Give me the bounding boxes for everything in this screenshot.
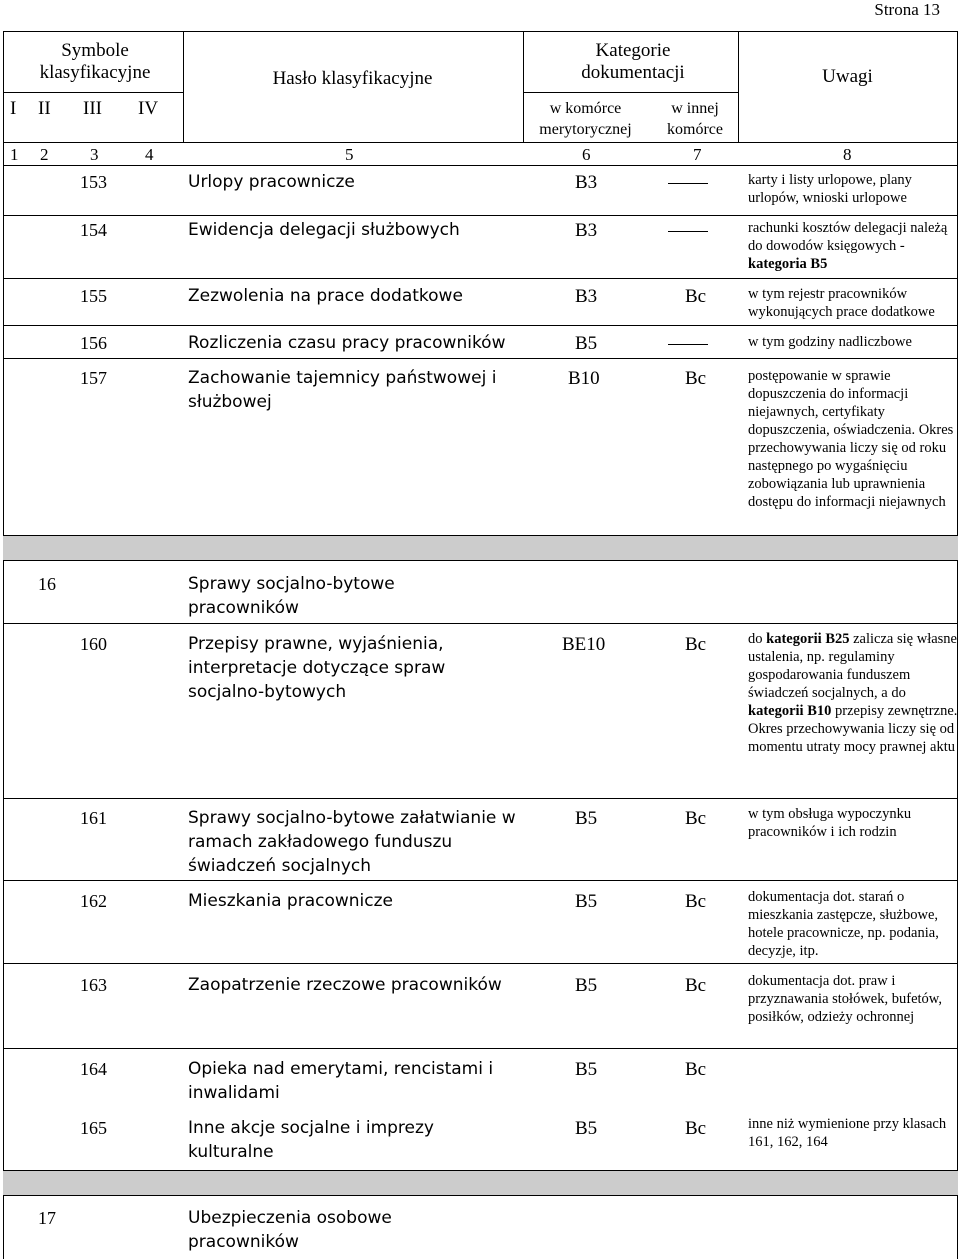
row-remarks: w tym godziny nadliczbowe bbox=[748, 334, 912, 350]
section-title: Sprawy socjalno-bytowe pracowników bbox=[188, 574, 395, 618]
section-code: 17 bbox=[38, 1208, 56, 1228]
row-title: Zachowanie tajemnicy państwowej i służbowej bbox=[188, 368, 497, 412]
row-code: 164 bbox=[80, 1059, 107, 1079]
row-cat-main: B5 bbox=[575, 333, 598, 354]
column-divider bbox=[738, 31, 739, 142]
row-title: Zezwolenia na prace dodatkowe bbox=[188, 286, 463, 306]
row-cat-main: B3 bbox=[575, 172, 598, 193]
page-number: Strona 13 bbox=[874, 0, 940, 19]
header-level-1: I bbox=[10, 98, 17, 119]
row-cat-main: B10 bbox=[568, 368, 600, 389]
col-number-6: 6 bbox=[582, 145, 591, 164]
row-divider bbox=[3, 1048, 958, 1049]
row-cat-other: Bc bbox=[685, 891, 707, 912]
row-divider bbox=[3, 278, 958, 279]
header-remarks: Uwagi bbox=[822, 66, 873, 87]
header-level-3: III bbox=[83, 98, 102, 119]
row-title: Zaopatrzenie rzeczowe pracowników bbox=[188, 975, 502, 995]
header-cat-other: w innej komórce bbox=[667, 100, 723, 138]
row-code: 163 bbox=[80, 975, 107, 995]
row-title: Inne akcje socjalne i imprezy kulturalne bbox=[188, 1118, 434, 1162]
header-symbols: Symbole klasyfikacyjne bbox=[39, 40, 151, 83]
row-title: Ewidencja delegacji służbowych bbox=[188, 220, 460, 240]
row-cat-main: B5 bbox=[575, 808, 598, 829]
row-remarks: inne niż wymienione przy klasach 161, 162, 164 bbox=[748, 1116, 947, 1150]
row-cat-main: B5 bbox=[575, 1118, 598, 1139]
row-cat-other: Bc bbox=[685, 1118, 707, 1139]
row-code: 155 bbox=[80, 286, 107, 306]
row-remarks: w tym obsługa wypoczynku pracowników i ich rodzin bbox=[748, 806, 912, 840]
row-divider bbox=[3, 798, 958, 799]
col-number-4: 4 bbox=[145, 145, 154, 164]
header-level-2: II bbox=[38, 98, 51, 119]
col-number-8: 8 bbox=[843, 145, 852, 164]
row-cat-main: BE10 bbox=[562, 634, 606, 655]
row-cat-other: Bc bbox=[685, 634, 707, 655]
row-remarks: w tym rejestr pracowników wykonujących prace dodatkowe bbox=[748, 286, 935, 320]
row-divider bbox=[3, 623, 958, 624]
row-code: 165 bbox=[80, 1118, 107, 1138]
row-divider bbox=[3, 215, 958, 216]
row-cat-other: Bc bbox=[685, 368, 707, 389]
row-remarks: dokumentacja dot. starań o mieszkania zastępcze, służbowe, hotele pracownicze, np. podania, decyzje, itp. bbox=[748, 889, 939, 959]
header-name: Hasło klasyfikacyjne bbox=[272, 68, 433, 89]
col-number-3: 3 bbox=[90, 145, 99, 164]
row-cat-main: B3 bbox=[575, 220, 598, 241]
row-cat-other-dash bbox=[668, 344, 708, 345]
row-divider bbox=[3, 325, 958, 326]
row-code: 157 bbox=[80, 368, 107, 388]
section-separator bbox=[3, 535, 958, 561]
row-code: 161 bbox=[80, 808, 107, 828]
row-cat-other: Bc bbox=[685, 286, 707, 307]
row-code: 160 bbox=[80, 634, 107, 654]
row-divider bbox=[3, 963, 958, 964]
row-cat-other-dash bbox=[668, 231, 708, 232]
row-title: Rozliczenia czasu pracy pracowników bbox=[188, 333, 506, 353]
row-remarks: rachunki kosztów delegacji należą do dowodów księgowych - kategoria B5 bbox=[748, 220, 948, 272]
symbols-sub-divider bbox=[3, 92, 183, 93]
row-cat-other: Bc bbox=[685, 975, 707, 996]
symbols-divider bbox=[183, 31, 184, 142]
categories-sub-divider bbox=[523, 92, 738, 93]
row-divider bbox=[3, 880, 958, 881]
row-title: Mieszkania pracownicze bbox=[188, 891, 393, 911]
col-number-5: 5 bbox=[345, 145, 354, 164]
row-cat-main: B3 bbox=[575, 286, 598, 307]
header-divider bbox=[3, 142, 958, 143]
row-remarks: postępowanie w sprawie dopuszczenia do informacji niejawnych, certyfikaty dopuszczenia, oświadczenia. Okres przechowywania liczy się od roku następnego po wygaśnięciu zobowiązania lub uprawnienia dostępu do informacji niejawnych bbox=[748, 368, 954, 510]
header-level-4: IV bbox=[138, 98, 159, 119]
col-number-7: 7 bbox=[693, 145, 702, 164]
row-cat-other: Bc bbox=[685, 1059, 707, 1080]
col-number-1: 1 bbox=[10, 145, 19, 164]
header-divider-2 bbox=[3, 165, 958, 166]
row-remarks: do kategorii B25 zalicza się własne ustalenia, np. regulaminy gospodarowania funduszem świadczeń socjalnych, a do kategorii B10 przepisy zewnętrzne. Okres przechowywania liczy się od momentu utraty mocy prawnej aktu bbox=[748, 631, 958, 755]
section-separator bbox=[3, 1170, 958, 1196]
row-code: 154 bbox=[80, 220, 107, 240]
header-categories: Kategorie dokumentacji bbox=[581, 40, 685, 83]
row-title: Przepisy prawne, wyjaśnienia, interpretacje dotyczące spraw socjalno-bytowych bbox=[188, 634, 446, 702]
row-cat-other: Bc bbox=[685, 808, 707, 829]
row-cat-main: B5 bbox=[575, 975, 598, 996]
name-divider bbox=[523, 31, 524, 142]
row-title: Urlopy pracownicze bbox=[188, 172, 355, 192]
header-cat-main: w komórce merytorycznej bbox=[539, 100, 632, 138]
row-title: Sprawy socjalno-bytowe załatwianie w ramach zakładowego funduszu świadczeń socjalnych bbox=[188, 808, 516, 876]
col-number-2: 2 bbox=[40, 145, 49, 164]
row-remarks: karty i listy urlopowe, plany urlopów, wnioski urlopowe bbox=[748, 172, 912, 206]
row-code: 153 bbox=[80, 172, 107, 192]
row-cat-other-dash bbox=[668, 183, 708, 184]
row-remarks: dokumentacja dot. praw i przyznawania stołówek, bufetów, posiłków, odzieży ochronnej bbox=[748, 973, 942, 1025]
row-divider bbox=[3, 358, 958, 359]
section-code: 16 bbox=[38, 574, 56, 594]
section-title: Ubezpieczenia osobowe pracowników bbox=[188, 1208, 392, 1252]
row-cat-main: B5 bbox=[575, 891, 598, 912]
row-code: 162 bbox=[80, 891, 107, 911]
row-code: 156 bbox=[80, 333, 107, 353]
row-cat-main: B5 bbox=[575, 1059, 598, 1080]
table-top-border bbox=[3, 31, 958, 32]
row-title: Opieka nad emerytami, rencistami i inwalidami bbox=[188, 1059, 494, 1103]
